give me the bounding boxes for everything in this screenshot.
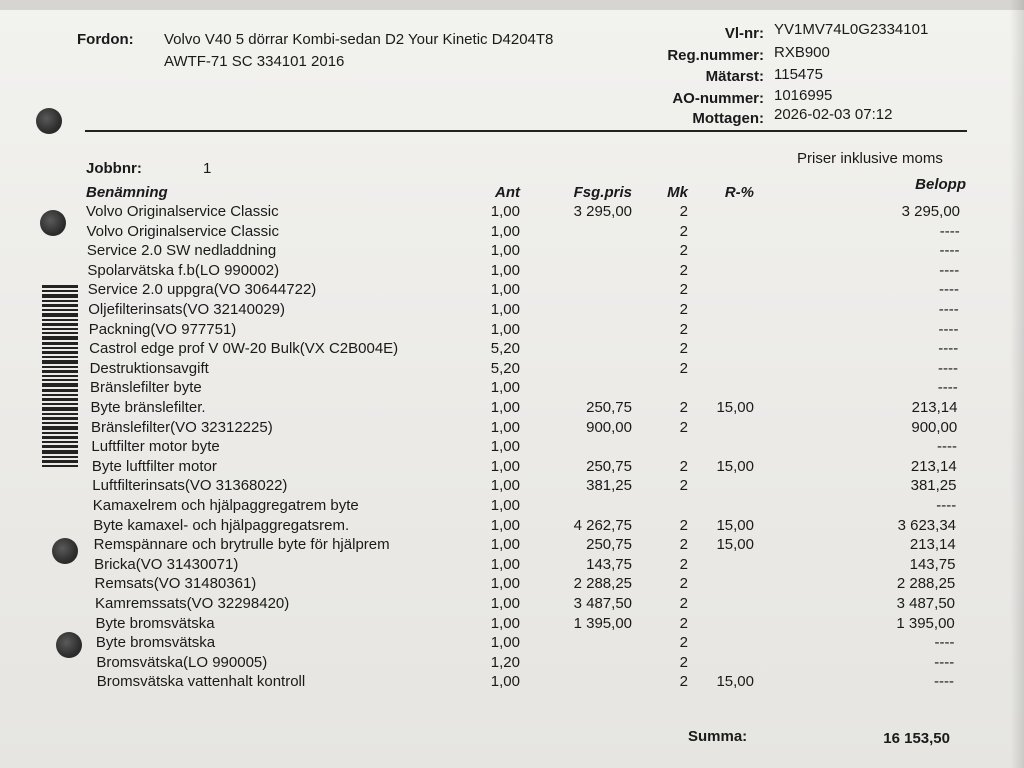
item-quantity: 1,00 bbox=[490, 575, 520, 593]
item-vat-code: 2 bbox=[679, 555, 688, 573]
item-name: Byte kamaxel- och hjälpaggregatsrem. bbox=[93, 516, 350, 534]
vehicle-code: AWTF-71 SC 334101 2016 bbox=[164, 53, 345, 70]
item-amount: ---- bbox=[936, 497, 957, 514]
item-quantity: 1,00 bbox=[490, 222, 520, 240]
item-quantity: 1,00 bbox=[490, 320, 520, 338]
item-quantity: 1,00 bbox=[490, 399, 520, 416]
item-amount: ---- bbox=[939, 242, 960, 260]
column-header-name: Benämning bbox=[86, 184, 168, 201]
item-vat-code: 2 bbox=[679, 340, 688, 358]
item-vat-code: 2 bbox=[679, 203, 688, 220]
item-quantity: 1,00 bbox=[490, 203, 520, 220]
item-amount: 213,14 bbox=[909, 536, 956, 554]
item-name: Bromsvätska(LO 990005) bbox=[96, 653, 268, 671]
item-vat-code: 2 bbox=[679, 653, 688, 671]
item-amount: ---- bbox=[937, 438, 957, 456]
item-unit-price: 3 487,50 bbox=[573, 595, 632, 612]
item-discount: 15,00 bbox=[716, 536, 754, 554]
table-row bbox=[0, 379, 1024, 399]
item-name: Luftfilter motor byte bbox=[91, 438, 220, 456]
punch-hole bbox=[36, 108, 62, 134]
item-discount: 15,00 bbox=[716, 516, 754, 534]
vin-label: Vl-nr: bbox=[724, 25, 764, 42]
table-row bbox=[0, 654, 1024, 674]
vehicle-label: Fordon: bbox=[77, 31, 134, 48]
table-row bbox=[0, 419, 1024, 439]
item-unit-price: 143,75 bbox=[586, 555, 632, 573]
item-vat-code: 2 bbox=[679, 399, 688, 416]
item-vat-code: 2 bbox=[679, 281, 688, 299]
paper-top-edge bbox=[0, 0, 1024, 10]
sum-value: 16 153,50 bbox=[883, 730, 950, 747]
table-row bbox=[0, 673, 1024, 693]
item-vat-code: 2 bbox=[679, 575, 688, 593]
item-quantity: 1,00 bbox=[490, 379, 520, 397]
item-quantity: 1,00 bbox=[490, 242, 520, 260]
item-name: Volvo Originalservice Classic bbox=[86, 222, 280, 240]
table-row bbox=[0, 634, 1024, 654]
item-name: Bränslefilter byte bbox=[90, 379, 202, 397]
item-quantity: 1,00 bbox=[490, 555, 520, 573]
item-vat-code: 2 bbox=[679, 516, 688, 534]
item-quantity: 1,00 bbox=[490, 418, 520, 436]
column-header-mk: Mk bbox=[667, 184, 688, 201]
item-quantity: 1,00 bbox=[490, 497, 520, 514]
table-row bbox=[0, 223, 1024, 243]
item-discount: 15,00 bbox=[716, 399, 754, 416]
item-name: Service 2.0 uppgra(VO 30644722) bbox=[87, 281, 317, 299]
item-vat-code: 2 bbox=[679, 477, 688, 495]
item-name: Packning(VO 977751) bbox=[88, 320, 237, 338]
reg-value: RXB900 bbox=[774, 44, 830, 61]
item-amount: 3 487,50 bbox=[896, 595, 955, 612]
item-vat-code: 2 bbox=[679, 536, 688, 554]
received-value: 2026-02-03 07:12 bbox=[774, 106, 893, 123]
item-unit-price: 1 395,00 bbox=[573, 614, 632, 632]
item-amount: ---- bbox=[939, 281, 959, 299]
item-vat-code: 2 bbox=[679, 320, 688, 338]
item-vat-code: 2 bbox=[679, 457, 688, 475]
item-name: Luftfilterinsats(VO 31368022) bbox=[92, 477, 288, 495]
item-vat-code: 2 bbox=[679, 222, 688, 240]
job-number-label: Jobbnr: bbox=[86, 160, 142, 177]
received-label: Mottagen: bbox=[692, 110, 764, 127]
item-amount: 213,14 bbox=[911, 399, 958, 416]
item-quantity: 1,00 bbox=[490, 673, 520, 691]
vin-value: YV1MV74L0G2334101 bbox=[774, 21, 929, 38]
table-row bbox=[0, 399, 1024, 419]
item-amount: 381,25 bbox=[910, 477, 957, 495]
item-name: Remspännare och brytrulle byte för hjälprem bbox=[93, 536, 390, 554]
table-row bbox=[0, 203, 1024, 223]
item-unit-price: 250,75 bbox=[586, 457, 632, 475]
item-amount: ---- bbox=[934, 634, 955, 652]
item-name: Bromsvätska vattenhalt kontroll bbox=[96, 673, 306, 691]
table-row bbox=[0, 536, 1024, 556]
table-row bbox=[0, 301, 1024, 321]
item-quantity: 1,00 bbox=[490, 634, 520, 652]
item-amount: 1 395,00 bbox=[896, 614, 955, 632]
reg-label: Reg.nummer: bbox=[667, 47, 764, 64]
table-row bbox=[0, 262, 1024, 282]
item-quantity: 1,00 bbox=[490, 536, 520, 554]
item-vat-code: 2 bbox=[679, 673, 688, 691]
table-row bbox=[0, 458, 1024, 478]
item-unit-price: 2 288,25 bbox=[573, 575, 632, 593]
item-unit-price: 900,00 bbox=[586, 418, 632, 436]
item-amount: ---- bbox=[938, 340, 959, 358]
item-amount: ---- bbox=[938, 320, 959, 338]
item-name: Service 2.0 SW nedladdning bbox=[86, 242, 277, 260]
header-divider bbox=[85, 130, 967, 132]
table-row bbox=[0, 615, 1024, 635]
item-amount: ---- bbox=[934, 653, 955, 671]
item-vat-code: 2 bbox=[679, 418, 688, 436]
item-quantity: 1,00 bbox=[490, 301, 520, 318]
item-quantity: 1,00 bbox=[490, 595, 520, 612]
item-name: Bricka(VO 31430071) bbox=[94, 555, 239, 573]
item-unit-price: 3 295,00 bbox=[573, 203, 632, 220]
table-row bbox=[0, 575, 1024, 595]
table-row bbox=[0, 242, 1024, 262]
item-name: Remsats(VO 31480361) bbox=[94, 575, 257, 593]
item-amount: 143,75 bbox=[909, 555, 956, 573]
table-row bbox=[0, 595, 1024, 615]
table-row bbox=[0, 477, 1024, 497]
table-row bbox=[0, 438, 1024, 458]
ao-number-label: AO-nummer: bbox=[672, 90, 764, 107]
item-unit-price: 4 262,75 bbox=[573, 516, 632, 534]
item-unit-price: 250,75 bbox=[586, 536, 632, 554]
item-vat-code: 2 bbox=[679, 301, 688, 318]
item-vat-code: 2 bbox=[679, 614, 688, 632]
item-amount: 900,00 bbox=[911, 418, 958, 436]
column-header-amount: Belopp bbox=[915, 176, 966, 193]
item-amount: 2 288,25 bbox=[896, 575, 956, 593]
item-amount: 213,14 bbox=[910, 457, 957, 475]
column-header-price: Fsg.pris bbox=[573, 184, 632, 201]
item-quantity: 1,00 bbox=[490, 261, 520, 279]
vehicle-model: Volvo V40 5 dörrar Kombi-sedan D2 Your Kinetic D4204T8 bbox=[164, 31, 554, 48]
item-vat-code: 2 bbox=[679, 595, 688, 612]
item-quantity: 1,00 bbox=[490, 614, 520, 632]
item-quantity: 5,20 bbox=[490, 340, 520, 358]
item-amount: ---- bbox=[939, 222, 960, 240]
item-name: Bränslefilter(VO 32312225) bbox=[90, 418, 273, 436]
item-vat-code: 2 bbox=[679, 634, 688, 652]
table-row bbox=[0, 517, 1024, 537]
item-name: Byte luftfilter motor bbox=[91, 457, 217, 475]
item-name: Byte bromsvätska bbox=[95, 634, 216, 652]
table-row bbox=[0, 497, 1024, 517]
item-quantity: 1,00 bbox=[490, 438, 520, 456]
item-name: Byte bränslefilter. bbox=[90, 399, 206, 416]
odometer-value: 115475 bbox=[774, 66, 823, 83]
item-amount: ---- bbox=[938, 301, 959, 318]
item-quantity: 1,00 bbox=[490, 477, 520, 495]
item-vat-code: 2 bbox=[679, 359, 688, 377]
item-name: Kamremssats(VO 32298420) bbox=[95, 595, 290, 612]
item-vat-code: 2 bbox=[679, 242, 688, 260]
item-unit-price: 381,25 bbox=[586, 477, 632, 495]
item-quantity: 1,00 bbox=[490, 281, 520, 299]
item-amount: 3 295,00 bbox=[901, 203, 960, 220]
table-row bbox=[0, 321, 1024, 341]
table-row bbox=[0, 340, 1024, 360]
item-name: Castrol edge prof V 0W-20 Bulk(VX C2B004E) bbox=[89, 340, 399, 358]
item-amount: ---- bbox=[937, 379, 958, 397]
table-row bbox=[0, 556, 1024, 576]
item-quantity: 1,00 bbox=[490, 516, 520, 534]
column-header-ant: Ant bbox=[495, 184, 520, 201]
item-amount: ---- bbox=[939, 261, 960, 279]
table-row bbox=[0, 281, 1024, 301]
item-quantity: 1,00 bbox=[490, 457, 520, 475]
odometer-label: Mätarst: bbox=[705, 68, 764, 85]
price-note: Priser inklusive moms bbox=[797, 150, 943, 167]
job-number-value: 1 bbox=[203, 160, 212, 177]
item-discount: 15,00 bbox=[716, 457, 754, 475]
item-name: Destruktionsavgift bbox=[89, 359, 209, 377]
item-amount: 3 623,34 bbox=[897, 516, 956, 534]
item-unit-price: 250,75 bbox=[586, 399, 632, 416]
item-quantity: 5,20 bbox=[490, 359, 520, 377]
item-name: Kamaxelrem och hjälpaggregatrem byte bbox=[92, 497, 359, 514]
sum-label: Summa: bbox=[688, 728, 748, 745]
item-vat-code: 2 bbox=[679, 261, 688, 279]
item-name: Byte bromsvätska bbox=[95, 614, 215, 632]
item-name: Spolarvätska f.b(LO 990002) bbox=[87, 261, 280, 279]
item-name: Oljefilterinsats(VO 32140029) bbox=[88, 301, 286, 318]
ao-number-value: 1016995 bbox=[774, 87, 833, 104]
column-header-discount: R-% bbox=[724, 184, 754, 201]
item-quantity: 1,20 bbox=[490, 653, 520, 671]
item-discount: 15,00 bbox=[716, 673, 754, 691]
table-row bbox=[0, 360, 1024, 380]
item-amount: ---- bbox=[934, 673, 954, 691]
item-name: Volvo Originalservice Classic bbox=[86, 203, 279, 220]
item-amount: ---- bbox=[938, 359, 958, 377]
